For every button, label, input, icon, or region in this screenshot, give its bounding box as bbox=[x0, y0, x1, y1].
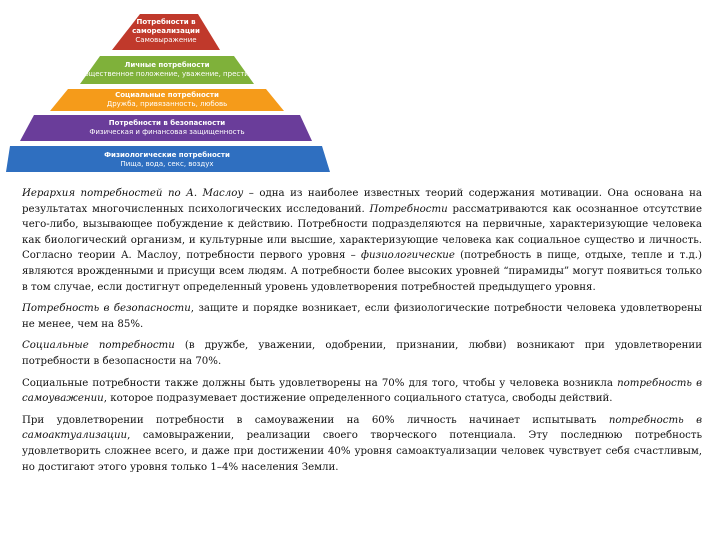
tier-label-1 bbox=[110, 18, 222, 45]
tier-1-subtitle: Самовыражение bbox=[135, 36, 197, 44]
term-self-esteem: потребность в самоуважении bbox=[22, 377, 703, 405]
tier-3-title: Социальные потребности bbox=[115, 91, 219, 99]
p1-text-d: рассматриваются как осознанное отсутствие чего-либо, вызывающее побуждение к действию. Потребности подразделяются на первичные, характеризующие человека как биологический организм, и культурные или высшие, характеризующие человека как социальное существо и личность. Согласно теории А. Маслоу, потребности первого уровня – bbox=[22, 203, 702, 262]
body-text bbox=[22, 186, 702, 481]
p1-text-f: (потребность в пище, отдыхе, тепле и т.д.) являются врожденными и присущи всем людям. А потребности более высоких уровней “пирамиды” могут появиться только в том случае, если достигнут определенный уровень удовлетворения потребностей предыдущего уровня. bbox=[22, 250, 702, 293]
term-hierarchy: Иерархия потребностей по А. Маслоу bbox=[22, 188, 244, 199]
term-self-actualization: потребность в самоактуализации bbox=[22, 414, 702, 442]
tier-label-5 bbox=[40, 151, 294, 169]
p2-text-b: , защите и порядке возникает, если физиологические потребности человека удовлетворены не менее, чем на 85%. bbox=[22, 303, 703, 330]
tier-2-title: Личные потребности bbox=[124, 61, 210, 69]
tier-4-subtitle: Физическая и финансовая защищенность bbox=[89, 128, 245, 136]
term-social: Социальные потребности bbox=[22, 340, 175, 352]
p1-text-b: – одна из наиболее известных теорий содержания мотивации. Она основана на результатах многочисленных психологических исследований. bbox=[22, 188, 702, 215]
tier-2-subtitle: Общественное положение, уважение, престиж bbox=[78, 70, 256, 78]
tier-5-subtitle: Пища, вода, секс, воздух bbox=[120, 160, 214, 168]
paragraph-2 bbox=[22, 301, 702, 332]
term-needs: Потребности bbox=[369, 203, 448, 215]
tier-4-title: Потребности в безопасности bbox=[108, 119, 226, 127]
p3-text-b: (в дружбе, уважении, одобрении, признании, любви) возникают при удовлетворении потребности в безопасности на 70%. bbox=[22, 340, 703, 367]
p4-text-c: , которое подразумевает достижение определенного социального статуса, свободы действий. bbox=[103, 393, 613, 405]
term-safety: Потребность в безопасности bbox=[22, 303, 191, 315]
tier-label-3 bbox=[62, 91, 272, 109]
p4-text-a: Социальные потребности также должны быть удовлетворены на 70% для того, чтобы у человека возникла bbox=[22, 377, 618, 389]
paragraph-4 bbox=[22, 376, 702, 407]
tier-label-4 bbox=[40, 119, 294, 137]
p5-text-a: При удовлетворении потребности в самоуважении на 60% личность начинает испытывать bbox=[22, 414, 609, 426]
term-physiological: физиологические bbox=[361, 250, 455, 262]
tier-3-subtitle: Дружба, привязанность, любовь bbox=[106, 100, 228, 108]
tier-1-title: Потребности в bbox=[136, 18, 196, 26]
paragraph-1 bbox=[22, 186, 702, 295]
tier-5-title: Физиологические потребности bbox=[104, 151, 230, 159]
paragraph-3 bbox=[22, 338, 702, 369]
tier-1-title-2: самореализации bbox=[132, 27, 200, 35]
tier-label-2 bbox=[62, 61, 272, 79]
p5-text-c: , самовыражении, реализации своего творческого потенциала. Эту последнюю потребность удовлетворить сложнее всего, и даже при достижении 40% уровня самоактуализации человек чувствует себя счастливым, но достигают этого уровня только 1–4% населения Земли. bbox=[22, 430, 702, 473]
paragraph-5 bbox=[22, 413, 702, 475]
